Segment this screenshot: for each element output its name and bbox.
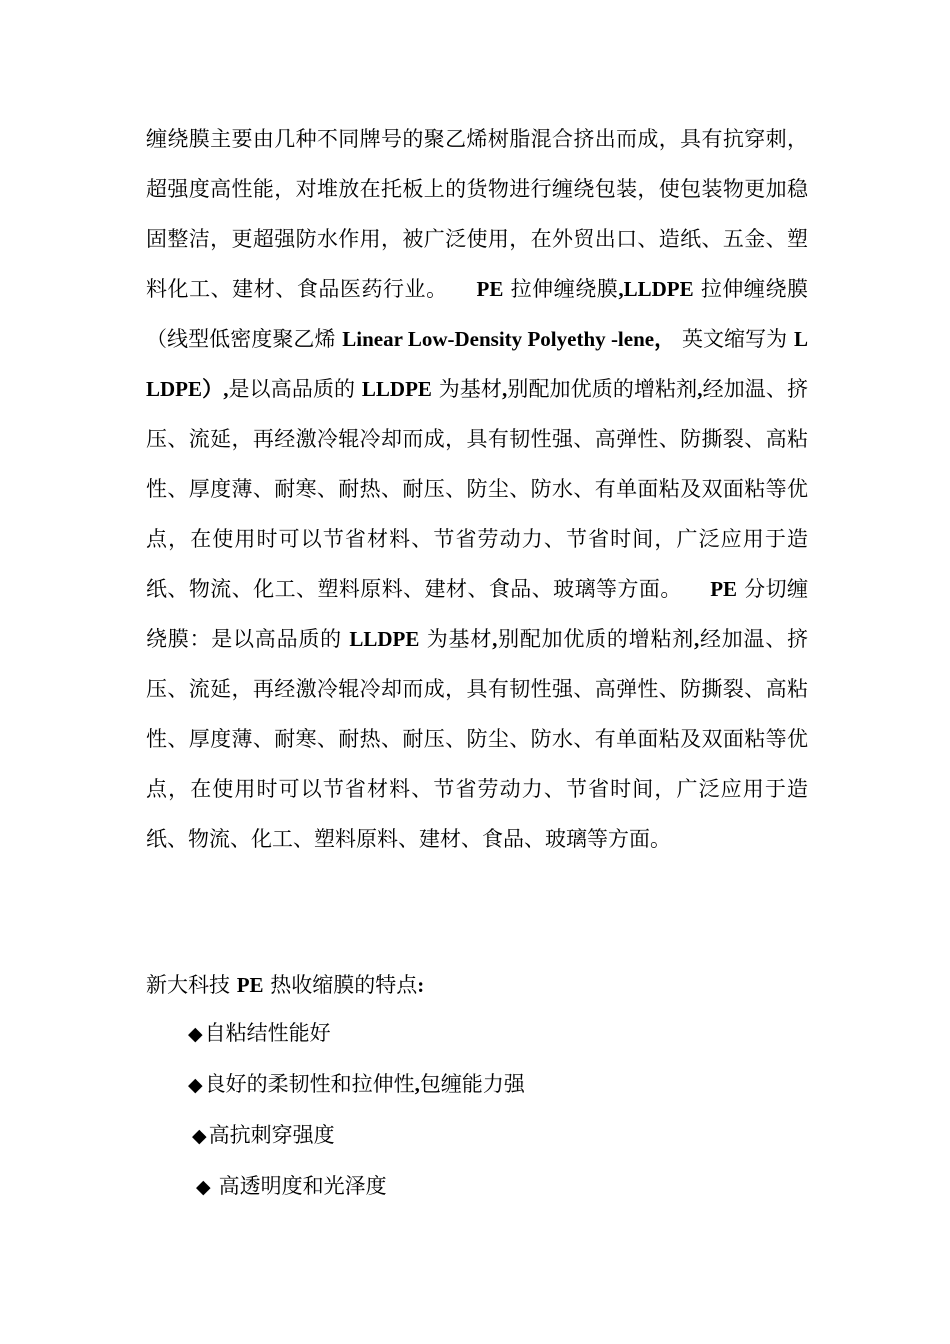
text-run: 是以高品质的 xyxy=(228,377,356,401)
text-run: 分切缠绕膜：是以高品质的 xyxy=(146,577,809,651)
list-item xyxy=(188,1059,525,1110)
bold-run: , xyxy=(492,627,498,651)
text-run: 为基材 xyxy=(426,627,493,651)
bold-run: ,LLDPE xyxy=(618,277,694,301)
text-run: 拉伸缠绕膜 xyxy=(510,277,619,301)
list-item xyxy=(188,1008,525,1059)
bold-run: LLDPE xyxy=(361,377,432,401)
feature-text: 自粘结性能好 xyxy=(204,1021,331,1045)
bold-run: , xyxy=(697,377,703,401)
text-run: 英文缩写为 xyxy=(681,327,788,351)
description-paragraph xyxy=(146,114,808,864)
bold-run: Linear Low-Density Polyethy -lene， xyxy=(342,327,676,351)
list-item xyxy=(188,1161,525,1212)
text-run: 别配加优质的增粘剂 xyxy=(507,377,698,401)
features-list xyxy=(188,1008,525,1212)
heading-middle: 热收缩膜的特点 xyxy=(270,973,418,997)
diamond-bullet-icon: ◆ xyxy=(192,1125,207,1147)
heading-prefix: 新大科技 xyxy=(146,973,230,997)
text-run: 别配加优质的增粘剂 xyxy=(497,627,694,651)
text-run: 经加温、挤压、流延，再经激冷辊冷却而成，具有韧性强、高弹性、防撕裂、高粘性、厚度薄、耐寒、耐热、耐压、防尘、防水、有单面粘及双面粘等优点，在使用时可以节省材料、节省劳动力、节省时间，广泛应用于造纸、物流、化工、塑料原料、建材、食品、玻璃等方面。 xyxy=(146,627,809,851)
bold-run: LLDPE xyxy=(349,627,420,651)
heading-colon: : xyxy=(417,973,425,997)
features-heading xyxy=(146,960,424,1010)
text-run: 经加温、挤压、流延，再经激冷辊冷却而成，具有韧性强、高弹性、防撕裂、高粘性、厚度薄、耐寒、耐热、耐压、防尘、防水、有单面粘及双面粘等优点，在使用时可以节省材料、节省劳动力、节省时间，广泛应用于造纸、物流、化工、塑料原料、建材、食品、玻璃等方面。 xyxy=(146,377,808,601)
bold-run: , xyxy=(502,377,508,401)
feature-text: , xyxy=(414,1072,420,1096)
text-run: 缠绕膜主要由几种不同牌号的聚乙烯树脂混合挤出而成，具有抗穿刺，超强度高性能，对堆放在托板上的货物进行缠绕包装，使包装物更加稳固整洁，更超强防水作用，被广泛使用，在外贸出口、造纸、五金、塑料化工、建材、食品医药行业。 xyxy=(146,127,808,301)
feature-text: 包缠能力强 xyxy=(419,1072,525,1096)
heading-pe: PE xyxy=(236,973,264,997)
text-run: 为基材 xyxy=(438,377,503,401)
feature-text: 良好的柔韧性和拉伸性 xyxy=(204,1072,415,1096)
bold-run: PE xyxy=(710,577,738,601)
text-run: 拉伸缠绕膜（线型低密度聚乙烯 xyxy=(146,277,809,351)
diamond-bullet-icon: ◆ xyxy=(188,1023,203,1045)
list-item xyxy=(188,1110,525,1161)
feature-text: 高抗刺穿强度 xyxy=(208,1123,335,1147)
diamond-bullet-icon: ◆ xyxy=(188,1074,203,1096)
diamond-bullet-icon: ◆ xyxy=(196,1176,211,1198)
bold-run: LLDPE）, xyxy=(146,327,808,401)
bold-run: , xyxy=(693,627,700,651)
feature-text: 高透明度和光泽度 xyxy=(218,1174,387,1198)
bold-run: PE xyxy=(476,277,504,301)
